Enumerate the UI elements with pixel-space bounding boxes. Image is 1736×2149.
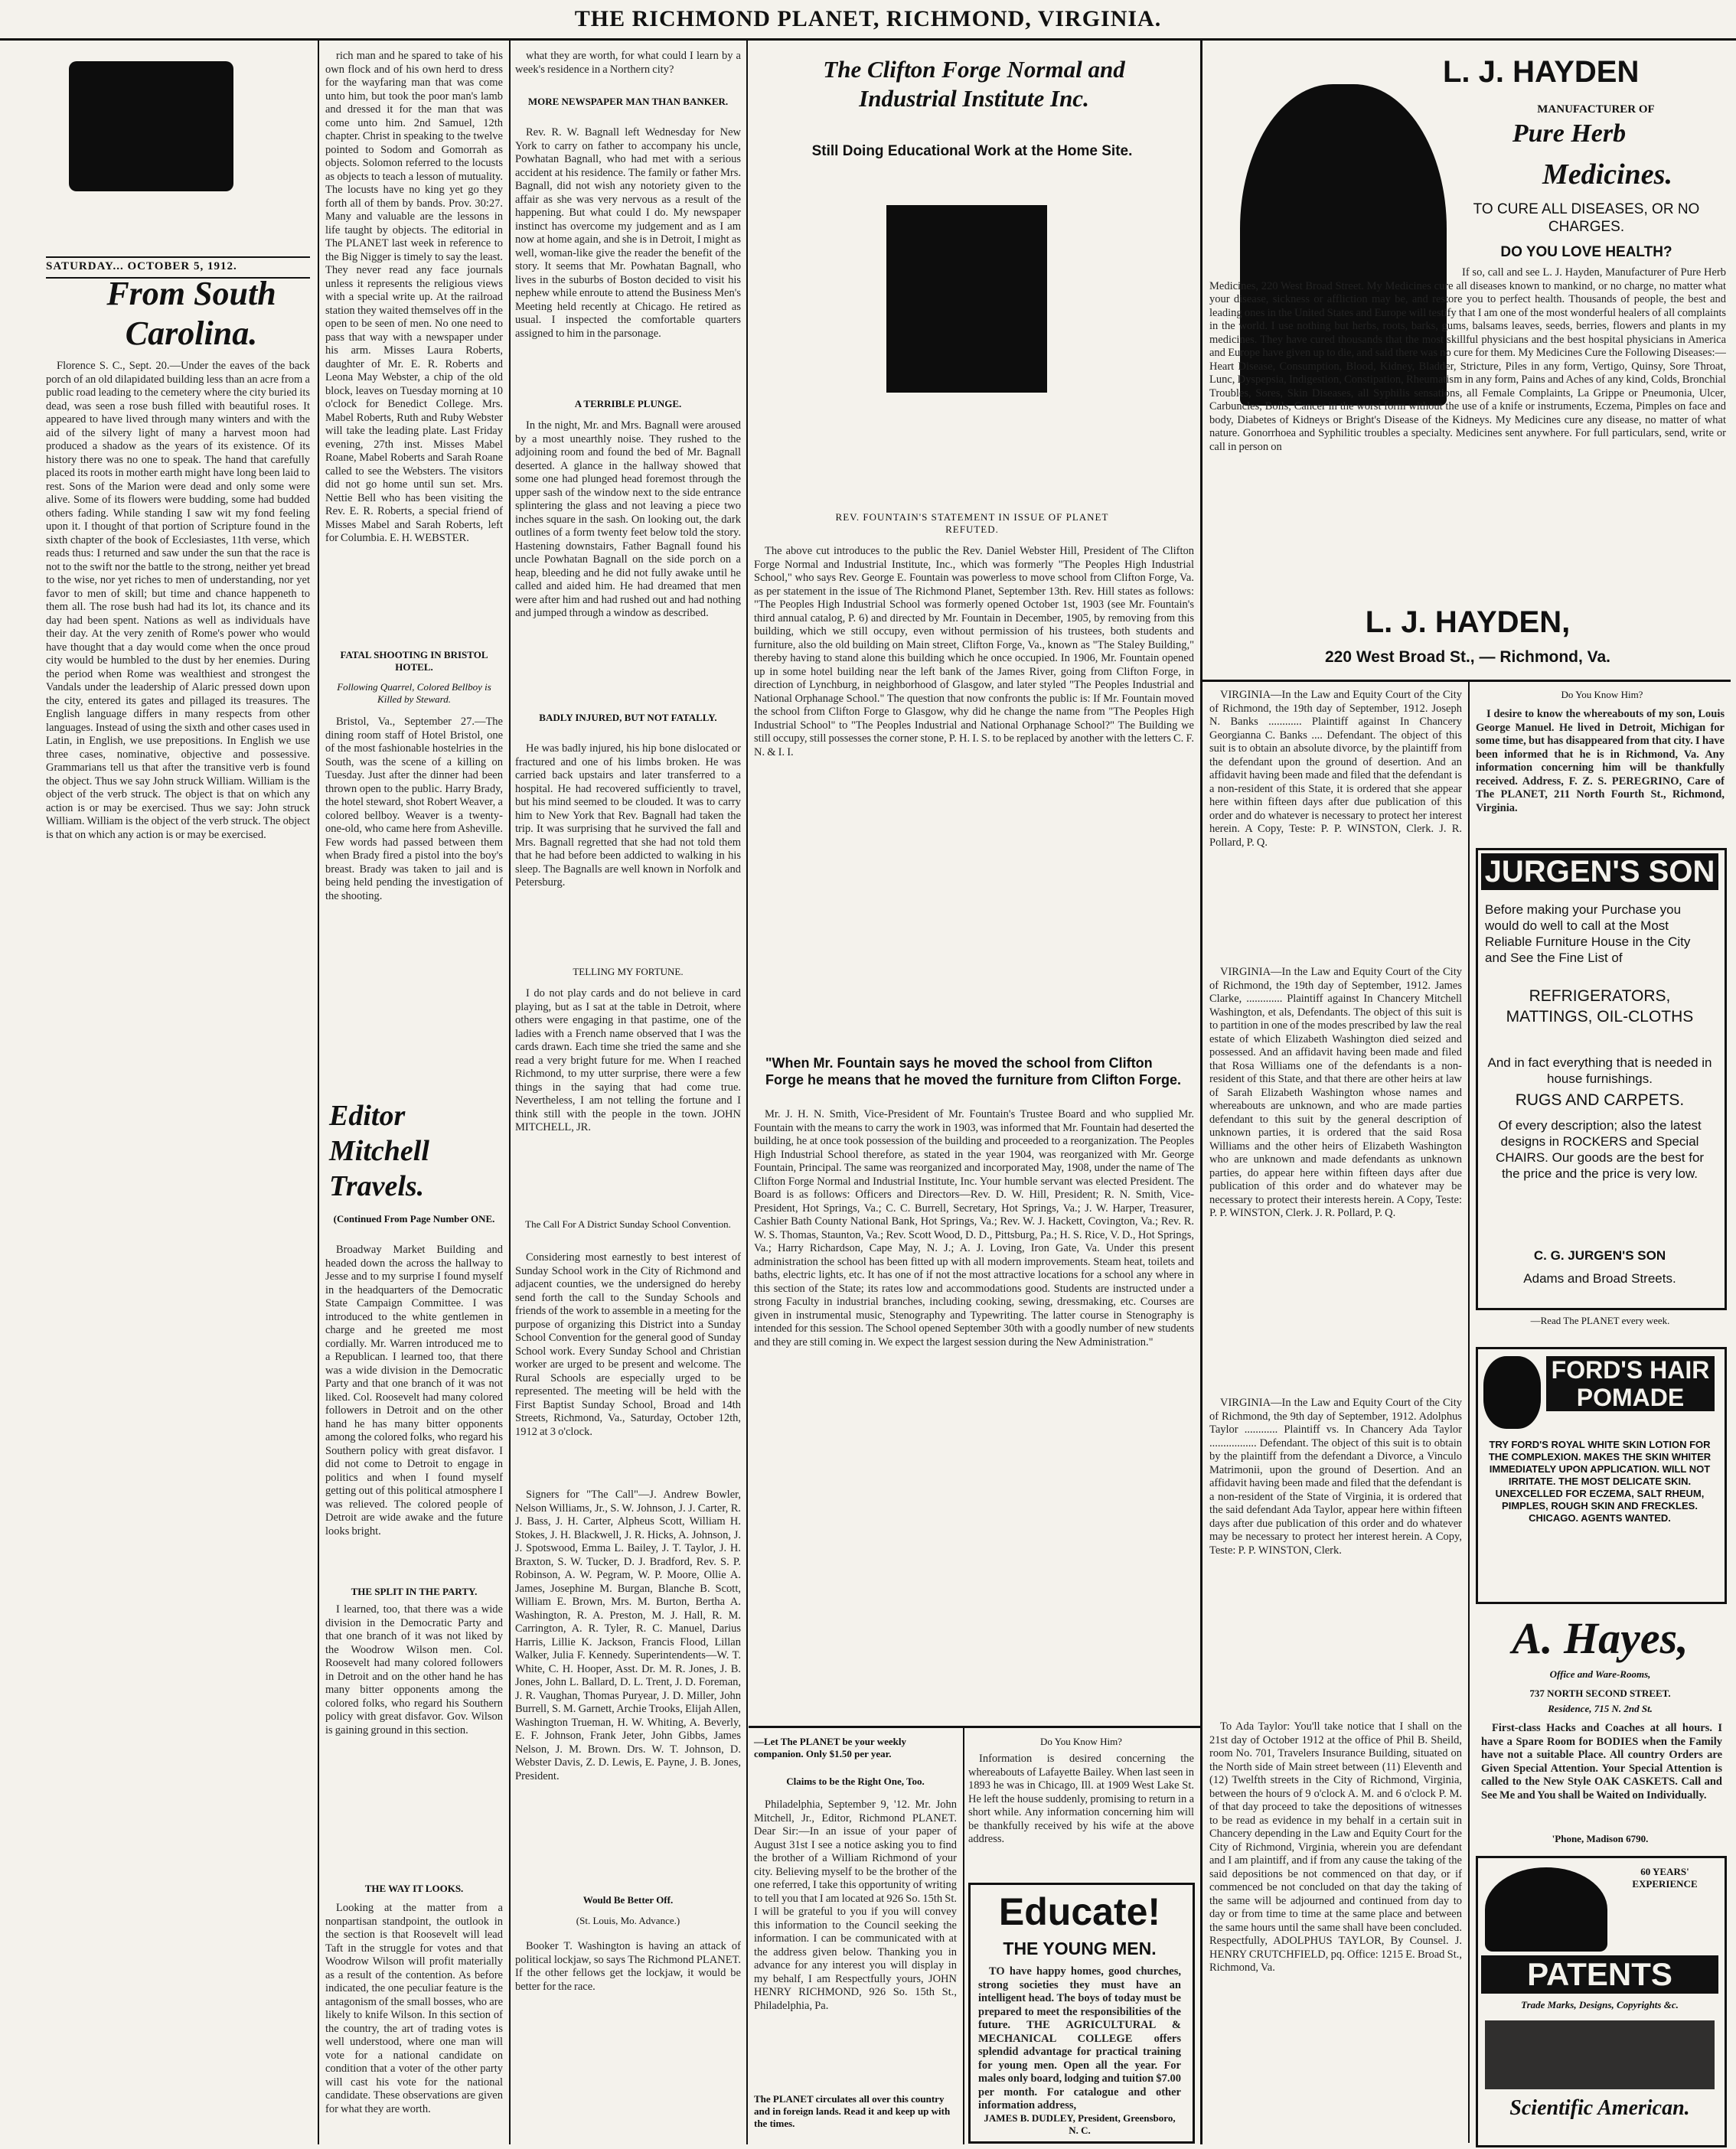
article-clifton-forge	[754, 545, 1194, 1050]
article-body: Rev. R. W. Bagnall left Wednesday for New York to carry on father to accompany his uncle, Powhatan Bagnall, who had met with a serious accident at his residence. The family or father Mrs. Bagnall, did not wish any notoriety given to the affair as she was very nervous as a result of the happening. But what could I do. My newspaper instinct has overcome my judgement and as I am now at home again, and she is in Detroit, I might as well, woman-like give the reader the benefit of the story. It seems that Mr. Powhatan Bagnall, who lives in the suburbs of Boston decided to visit his nephew while enroute to attend the Business Men's Meeting held recently at Chicago. He retired as usual. I inspected the comfortable quarters assigned to him in the parsonage.	[515, 126, 741, 340]
article-body: Mr. J. H. N. Smith, Vice-President of Mr. Fountain's Trustee Board and who supplied Mr. Fountain with the means to carry the work in 1903, was informed that Mr. Fountain had deserted the building, he at once took possession of the building and proceeded to a reorganization. The Peoples High Industrial School therefore, as stated in the year 1904, was reorganized with Mr. George Fountain, Principal. The same was reorganized and incorporated May, 1908, under the name of The Clifton Forge Normal and Industrial Institute, Inc. Your humble servant was elected President. The Board is as follows: Officers and Directors—Rev. D. W. Hill, President; R. N. Smith, Vice-President, Hot Springs, Va.; C. C. Burrell, Secretary, Hot Springs, Va.; J. W. Harper, Treasurer, Cashier Bath County National Bank, Hot Springs, Va.; Rev. W. J. Hackett, Covington, Va.; Rev. R. W. S. Thomas, Staunton, Va.; Rev. Scott Wood, D. D., Pittsburg, Pa.; H. S. Rice, V. D., Hot Springs, Va.; Harry Richardson, Cape May, N. J.; A. J. Loving, Iron Gate, Va. Under this present administration the school has been fitted up with all modern improvements. Steam heat, toilets and baths, electric lights, etc. It has one of if not the most attractive locations for a school any where in this section of the State; its rates low and accommodations good. Students are instructed under a strong Faculty in industrial branches, including cooking, sewing, dressmaking, etc. Courses are given in instrumental music, Stenography and Typewriting. The latter course in Stenography is intended for this session. The School opened September 30th with a goodly number of new students and they are still coming in. We expect the largest session during the New Administration."	[754, 1108, 1194, 1348]
article-south-carolina	[46, 360, 310, 2139]
patents-headline: PATENTS	[1481, 1955, 1718, 1994]
article-badly-injured	[515, 742, 741, 957]
hayes-residence: Residence, 715 N. 2nd St.	[1548, 1703, 1653, 1714]
headline-do-you-know-him: Do You Know Him?	[1040, 1736, 1122, 1747]
legal-notice-clarke	[1209, 966, 1462, 1379]
headline-newspaper-man: MORE NEWSPAPER MAN THAN BANKER.	[527, 96, 729, 107]
educate-heading: Educate!	[998, 1890, 1161, 1933]
hayes-headline: A. Hayes,	[1512, 1613, 1689, 1663]
fords-headline: FORD'S HAIR POMADE	[1546, 1356, 1715, 1411]
article-fatal-shooting	[325, 716, 503, 1075]
headline-terrible-plunge: A TERRIBLE PLUNGE.	[574, 398, 682, 409]
hayden-manufacturer: MANUFACTURER OF	[1537, 103, 1655, 116]
article-body: Booker T. Washington is having an attack of political lockjaw, so says The Richmond PLANET. If the other fellows get the lockjaw, it would be better for the race.	[515, 1940, 741, 1993]
article-body: Looking at the matter from a nonpartisan standpoint, the outlook in the section is that Roosevelt will lead Taft in the struggle for votes and that Woodrow Wilson will profit materially as a result of the contention. As before indicated, the one peculiar feature is the antagonism of the small bosses, who are likely to knife Wilson. In this section of the country, the art of trading votes is well understood, where one man will vote for a national candidate on condition that a voter of the other party will cast his vote for the national candidate. These observations are given for what they are worth.	[325, 1902, 503, 2115]
column-3-top	[515, 50, 741, 94]
hayes-address: 737 NORTH SECOND STREET.	[1529, 1688, 1671, 1699]
article-body: The above cut introduces to the public the Rev. Daniel Webster Hill, President of The Clifton Forge Normal and Industrial Institute, Inc., which was formerly "The Peoples High Industrial School," who says Rev. George E. Fountain was powerless to move school from Clifton Forge, Va. as per statement in the issue of The Richmond Planet, September 13th. Rev. Hill states as follows: "The Peoples High Industrial School was formerly opened October 1st, 1903 (see Mr. Fountain's third annual catalog, P. 6) and directed by Mr. Fountain in December, 1905, by removing from this building, which we still occupy, even without permission of his trustees, both students and furniture, also the old building on Main street, Clifton Forge, Va., known as "The Staley Building," thereby having to stand alone this building which he once occupied. In 1906, Mr. Fountain opened up in some hotel building near the left bank of the James River, going from Clifton Forge, in direction of Lynchburg, in neighborhood of Glasgow, and later styled "The Peoples Industrial and National Orphanage School." The question that now confronts the public is: If Mr. Fountain moved the school from Clifton Forge to Glasgow, why did he change the name from "The Peoples High Industrial School" to "The Peoples Industrial and National Orphanage School?" The Building we still occupy, still possesses the corner stone, P. H. I. S. to be replaced by another with the letters C. F. N. & I. I.	[754, 545, 1194, 758]
article-body: Information is desired concerning the whereabouts of Lafayette Bailey. When last seen in 1893 he was in Chicago, Ill. at 1909 West Lake St. He left the house suddenly, promising to return in a short while. Any information concerning him will be thankfully received by his wife at the above address.	[968, 1753, 1194, 1845]
article-body: Bristol, Va., September 27.—The dining room staff of Hotel Bristol, one of the most fashionable hostelries in the South, was the scene of a killing on Tuesday. Just after the dinner had been thrown open to the public. Harry Brady, the hotel steward, shot Robert Weaver, a colored bellboy. Weaver is a twenty-one-old, who came here from Asheville. Few words had passed between them when Brady fired a pistol into the boy's breast. Brady was taken to jail and is being held pending the investigation of the shooting.	[325, 716, 503, 902]
article-signers	[515, 1489, 741, 1867]
hayden-cure-all: TO CURE ALL DISEASES, OR NO CHARGES.	[1473, 201, 1700, 235]
article-body: Broadway Market Building and headed down the across the hallway to Jesse and to my surprise I found myself in the headquarters of the Democratic State Campaign Committee. I was introduced to the white gentlemen in charge and he greeted me most cordially. Mr. Warren introduced me to a Republican. I learned too, that there was a wide division in the Democratic Party and that one branch of it was not liked. Col. Roosevelt had many colored followers in Detroit and on the other hand he has many bitter opponents among the colored folks, who regard his Southern policy with great disfavor. I did not come to Detroit to engage in politics and when I found myself getting out of this political atmosphere I was relieved. The colored people of Detroit are wide awake and the future looks bright.	[325, 1244, 503, 1538]
planet-subscription-ad: —Let The PLANET be your weekly companion. Only $1.50 per year.	[754, 1736, 906, 1759]
headline-telling-fortune: TELLING MY FORTUNE.	[573, 966, 684, 977]
headline-clifton-forge-2: Industrial Institute Inc.	[859, 85, 1089, 112]
legal-notice-banks	[1209, 689, 1462, 960]
article-way-it-looks	[325, 1902, 503, 2143]
article-split-party	[325, 1603, 503, 1879]
legal-notice-deposition	[1209, 1720, 1462, 2145]
column-2-top	[325, 50, 503, 643]
jurgen-headline: JURGEN'S SON	[1481, 853, 1718, 890]
article-body: First-class Hacks and Coaches at all hours. I have a Spare Room for BODIES when the Family have not a suitable Place. All country Orders are Given Special Attention. Your Special Attention is called to the New Style OAK CASKETS. Call and See Me and You shall be Waited on Individually.	[1481, 1722, 1722, 1802]
headline-clifton-forge-1: The Clifton Forge Normal and	[823, 56, 1125, 83]
article-body: VIRGINIA—In the Law and Equity Court of the City of Richmond, the 19th day of September, 1912. Joseph N. Banks ............ Plaintiff against In Chancery Georgianna C. Banks .... Defendant. The object of this suit is to obtain an absolute divorce, by the plaintiff from the defendant upon the ground of desertion. And an affidavit having been made and filed that the defendant is a non-resident of this State, it is ordered that she appear here within fifteen days after due publication of this order and do whatever is necessary to protect her interest herein. A Copy, Teste: P. P. WINSTON, Clerk. J. R. Pollard, P. Q.	[1209, 689, 1462, 849]
article-editor-mitchell	[325, 1244, 503, 1580]
hayden-address: 220 West Broad St., — Richmond, Va.	[1324, 648, 1611, 666]
patents-fine-print	[1485, 2020, 1715, 2089]
article-body: In the night, Mr. and Mrs. Bagnall were aroused by a most unearthly noise. They rushed to the adjoining room and found the bed of Mr. Bagnall deserted. A glance in the hallway showed that some one had plunged head foremost through the upper sash of the window next to the side entrance splintering the glass and not leaving a piece two inches square in the sash. On looking out, the dark outlines of a form twenty feet below told the story. Hastening downstairs, Father Bagnall found his uncle Powhatan Bagnall on the side porch on a heap, bleeding and he did not fully awake until he called and aided him. He had dreamed that men were after him and had rushed out and had nothing and jumped through a window as described.	[515, 419, 741, 619]
portrait-photo	[886, 205, 1047, 393]
hayden-body	[1209, 266, 1726, 595]
article-body: Considering most earnestly to best interest of Sunday School work in the City of Richmond and adjacent counties, we the undersigned do hereby send forth the call to the Sunday Schools and friends of the work to assemble in a meeting for the purpose of organizing this District into a Sunday School Convention for the general good of Sunday School work. Every Sunday School and Christian worker are urged to be present and welcome. The Rural Schools are especially urged to be represented. The meeting will be held with the First Baptist Sunday School, Broad and 14th Streets, Richmond, Va., Saturday, October 12th, 1912 at 3 o'clock.	[515, 1251, 741, 1438]
article-telling-fortune	[515, 987, 741, 1209]
article-body: rich man and he spared to take of his own flock and of his own herd to dress for the wayfaring man that was come unto him, but took the poor man's lamb and dressed it for the man that was come unto him. 2nd Samuel, 12th chapter. Christ in speaking to the twelve pointed to Sodom and Gomorrah as objects. Solomon referred to the locusts as objects to teach a lesson of mutuality. The locusts have no king yet go they forth all of them by bands. Prov. 30:27. Many and valuable are the lessons in life taught by objects. The editorial in The PLANET last week in reference to the Big Nigger is timely to say the least. They never read any face journals unless it represents the religious views with a special write up. At the railroad station they waited themselves off in the open to be seen of men. No one need to pass that way with a newspaper under his arm. Misses Laura Roberts, daughter of Mr. E. R. Roberts and Leona May Webster, a chip of the old block, leaves on Tuesday morning at 10 o'clock for Benedict College. Mrs. Mabel Roberts, Ruth and Ruby Webster will take the leading plate. Last Friday evening, 27th inst. Misses Mabel Roane, Mabel Roberts and Sarah Roane called to see the Websters. The visitors did not go home until sun set. Mrs. Nettie Bell who has been visiting the Rev. E. R. Roberts, a special friend of Misses Mabel and Sarah Roberts, left for Columbia. E. H. WEBSTER.	[325, 50, 503, 544]
headline-way-it-looks: THE WAY IT LOOKS.	[364, 1883, 464, 1894]
headline-claims-right-one: Claims to be the Right One, Too.	[786, 1776, 925, 1787]
source-better-off: (St. Louis, Mo. Advance.)	[576, 1915, 680, 1926]
article-body: Signers for "The Call"—J. Andrew Bowler, Nelson Williams, Jr., S. W. Johnson, J. J. Carter, R. J. Bass, J. H. Carter, Alpheus Scott, William H. Stokes, J. H. Blackwell, J. R. Hicks, A. Johnson, J. J. Spotswood, Emma L. Bailey, J. T. Taylor, J. H. Braxton, S. W. Tucker, D. J. Bradford, Rev. S. P. Robinson, A. W. Pegram, W. P. Moore, Ollie A. James, Josephine M. Burgan, Blanche B. Scott, William E. Brown, Mrs. M. Burton, Bertha A. Washington, R. A. Preston, M. J. Hall, R. M. Carrington, A. R. Tyler, R. C. Manuel, Darius Harris, Lillie K. Jackson, Francis Flood, Lillan Walker, Julia F. Kennedy. Superintendents—W. T. White, C. H. Hooper, Asst. Dr. M. R. Jones, J. B. Jones, John L. Ballard, D. L. Trent, J. D. Foreman, J. R. Vaughan, Thomas Puryear, J. D. Miller, John Burrell, S. M. Garnett, Archie Trooks, Elijah Allen, Washington Trueman, H. W. Whiting, A. Beverly, E. F. Johnson, Frank Jeter, John Gibbs, James Nelson, J. M. Brown. Drs. W. T. Johnson, D. Webster Davis, Z. D. Lewis, E. Payne, J. B. Jones, President.	[515, 1489, 741, 1782]
jurgen-signature: C. G. JURGEN'S SON	[1533, 1248, 1666, 1263]
hayes-phone: 'Phone, Madison 6790.	[1552, 1833, 1649, 1844]
article-body: TO have happy homes, good churches, strong societies they must have an intelligent head. The boys of today must be prepared to meet the responsibilities of the future. THE AGRICULTURAL & MECHANICAL COLLEGE offers splendid advantage for practical training for young men. Open all the year. For males only board, lodging and tuition $7.00 per month. For catalogue and other information address,	[978, 1965, 1181, 2111]
scientific-american: Scientific American.	[1509, 2096, 1690, 2120]
planet-circulation-ad: The PLANET circulates all over this country and in foreign lands. Read it and keep up with the times.	[754, 2093, 951, 2129]
column-rule	[318, 40, 319, 2144]
article-body: I do not play cards and do not believe in card playing, but as I sat at the table in Detroit, where others were engaging in that pastime, one of the ladies with a French name observed that I was the cards drawn. Each time she tried the same and she read a very bright future for me. When I reached Richmond, to my utter surprise, there were a few things in the saying that had come true. Nevertheless, I am not telling the fortune and I think still with the people in the town. JOHN MITCHELL, JR.	[515, 987, 741, 1133]
subhead-clifton-forge: Still Doing Educational Work at the Home Site.	[811, 143, 1133, 159]
article-body: Florence S. C., Sept. 20.—Under the eaves of the back porch of an old dilapidated building less than an acre from a public road leading to the cemetery where the city buried its dead, was seen a rose bush filled with beautiful roses. It appeared to have lived through many winters and with the aid of the silvery light of many a harvest moon had produced a shadow as the years of its existence. Of its history there was no one to speak. The hand that carefully placed its roots in mother earth might have long been laid to rest. Sons of the Marion were dead and only some were alive. Some of its flowers were budding, some had budded others fading. While standing I saw wit my fond feeling upon it. I thought of that portion of Scripture found in the sixth chapter of the book of Ecclesiastes, 11th verse, which reads thus: I returned and saw under the sun that the race is not to the swift nor the battle to the strong, neither yet bread to the wise, nor yet riches to men of understanding, nor yet favor to men of skill; but time and chance happeneth to them all. The rose bush had had its lot, its chance and its day had been spent. Nations as well as individuals have their day. At the very zenith of Rome's power who would have thought that a day would come when the once proud city would be humbled to the dust by her enemies. During the period when Rome was wealthiest and strongest the Vandals under the leadership of Alaric pressed down upon the city, entered its gates and pillaged its treasures. The English language differs in many respects from other languages. Instead of using the sixth and other cases used in Latin, in English, we use prepositions. In English we use three cases, nominative, objective and possessive. Grammarians tell us that after the transitive verb is found the object. Thus we say John struck William. William is the object of the verb struck. The object is that on which any action is or may be exercised. Thus we say: John struck William. William is the object of the verb struck. The object is that on which any action is or may be exercised.	[46, 360, 310, 841]
article-newspaper-man	[515, 126, 741, 390]
hayden-headline: L. J. HAYDEN	[1443, 55, 1640, 89]
hayden-signature: L. J. HAYDEN,	[1365, 605, 1571, 639]
article-terrible-plunge	[515, 419, 741, 706]
educate-signature: JAMES B. DUDLEY, President, Greensboro, N. C.	[984, 2112, 1176, 2136]
headline-better-off: Would Be Better Off.	[582, 1894, 674, 1906]
subhead-fatal-shooting: Following Quarrel, Colored Bellboy is Killed by Steward.	[337, 681, 491, 705]
masthead: THE RICHMOND PLANET, RICHMOND, VIRGINIA.	[0, 0, 1736, 41]
article-body: TRY FORD'S ROYAL WHITE SKIN LOTION FOR THE COMPLEXION. MAKES THE SKIN WHITER IMMEDIATELY UPON APPLICATION. WILL NOT IRRITATE. THE MOST DELICATE SKIN. UNEXCELLED FOR ECZEMA, SALT RHEUM, PIMPLES, ROUGH SKIN AND FRECKLES. CHICAGO. AGENTS WANTED.	[1488, 1439, 1712, 1524]
hayden-pure-herb: Pure Herb	[1512, 119, 1627, 148]
headline-editor-mitchell: Editor Mitchell Travels.	[329, 1100, 429, 1202]
article-body: I learned, too, that there was a wide division in the Democratic Party and that one branch of it was not liked by the Woodrow Wilson men. Col. Roosevelt had many colored followers in Detroit and on the other hand he has many bitter opponents among the colored folks, who regard his Southern policy with great disfavor. Gov. Wilson is gaining ground in this section.	[325, 1603, 503, 1736]
young-men-heading: THE YOUNG MEN.	[1003, 1939, 1157, 1958]
fords-body	[1485, 1439, 1715, 1592]
jurgen-address: Adams and Broad Streets.	[1523, 1271, 1676, 1286]
article-body: VIRGINIA—In the Law and Equity Court of the City of Richmond, the 19th day of September, 1912. James Clarke, ............. Plaintiff against In Chancery Mitchell Washington, et als, Defendants. The object of this suit is to partition in one of the modes prescribed by law the real estate of which Elizabeth Washington died seized and possessed. And an affidavit having been made and filed that Rosa Williams one of the defendants is a non-resident of this State, and that there are other heirs at law of Sarah Elizabeth Washington whose names and whereabouts are unknown, and who are made parties defendant to this suit by the general description of unknown parties, it is ordered that the said Rosa Williams and the other heirs of Elizabeth Washington who are unknown and made defendants as unknown parties, do appear here within fifteen days after due publication of this order and do whatever may be necessary to protect their interests herein. A Copy, Teste: P. P. WINSTON, Clerk. J. R. Pollard, P. Q.	[1209, 966, 1462, 1219]
bold-quote: "When Mr. Fountain says he moved the school from Clifton Forge he means that he moved the furniture from Clifton Forge.	[765, 1055, 1182, 1088]
patents-subhead: Trade Marks, Designs, Copyrights &c.	[1521, 1999, 1679, 2010]
column-rule	[746, 40, 748, 2144]
jurgen-body-2: And in fact everything that is needed in house furnishings.	[1487, 1055, 1712, 1086]
article-body: To Ada Taylor: You'll take notice that I shall on the 21st day of October 1912 at the office of Phil B. Sheild, room No. 701, Travelers Insurance Building, situated on the North side of Main street between (11) Eleventh and (12) Twelfth streets in the City of Richmond, Virginia, between the hours of 9 o'clock A. M. and 6 o'clock P. M. of that day proceed to take the depositions of witnesses to be read as evidence in my behalf in a certain suit in Chancery depending in the Law and Equity Court for the City of Richmond, Virginia, wherein you are defendant and I am plaintiff, and if from any cause the taking of the said depositions be not commenced on that day, or if commenced be not concluded on that day the taking of the same will be adjourned and continued from day to day or from time to time at the same place and between the same hours until the same shall have been concluded. Respectfully, ADOLPHUS TAYLOR, By Counsel. J. HENRY CRUTCHFIELD, pq. Office: 1215 E. Broad St., Richmond, Va.	[1209, 1720, 1462, 1974]
article-do-you-know-him	[968, 1753, 1194, 1875]
headline-statement-refuted: REV. FOUNTAIN'S STATEMENT IN ISSUE OF PLANET REFUTED.	[835, 511, 1109, 535]
article-body: He was badly injured, his hip bone dislocated or fractured and one of his limbs broken. He was carried back upstairs and later transferred to a hospital. He had recovered sufficiently to travel, but his mind seemed to be clouded. It was to carry him to New York that Rev. Bagnall had taken the trip. It was surprising that he survived the fall and Mrs. Bagnall regretted that she had not told them that he had before been addicted to walking in his sleep. The Bagnalls are well known in Norfolk and Petersburg.	[515, 742, 741, 889]
article-body: I desire to know the whereabouts of my son, Louis George Manuel. He lived in Detroit, Michigan for some time, but has disappeared from that city. I have been informed that he is in Richmond, Va. Any information concerning him will be thankfully received. Address, F. Z. S. PEREGRINO, Care of The PLANET, 211 North Fourth St., Richmond, Virginia.	[1476, 708, 1725, 814]
headline-badly-injured: BADLY INJURED, BUT NOT FATALLY.	[539, 712, 717, 723]
headline-sunday-school: The Call For A District Sunday School Convention.	[525, 1218, 731, 1230]
column-rule	[1468, 682, 1470, 1317]
hayes-body	[1481, 1722, 1722, 1829]
jurgen-rugs: RUGS AND CARPETS.	[1515, 1091, 1685, 1109]
educate-body	[978, 1965, 1181, 2111]
fords-portrait	[1483, 1356, 1541, 1429]
jurgen-items: REFRIGERATORS, MATTINGS, OIL-CLOTHS	[1506, 987, 1694, 1026]
headline-south-carolina: From South Carolina.	[106, 275, 276, 352]
jurgen-body-1: Before making your Purchase you would do well to call at the Most Reliable Furniture House in the City and See the Fine List of	[1485, 902, 1691, 965]
hayden-medicines: Medicines.	[1542, 158, 1672, 191]
masthead-ink-blot	[69, 61, 233, 191]
jurgen-body-3: Of every description; also the latest designs in ROCKERS and Special CHAIRS. Our goods are the best for the price and the price is very low.	[1495, 1118, 1705, 1181]
column-rule	[963, 1728, 964, 2144]
headline-fatal-shooting: FATAL SHOOTING IN BRISTOL HOTEL.	[340, 649, 488, 673]
article-clifton-forge-cont	[754, 1108, 1194, 1714]
article-body: VIRGINIA—In the Law and Equity Court of the City of Richmond, the 9th day of September, 1912. Adolphus Taylor ............ Plaintiff vs. In Chancery Ada Taylor ................. Defendant. The object of this suit is to obtain by the plaintiff from the defendant a Divorce, a Vinculo Matrimonii, upon the ground of Desertion. And an affidavit having been made and filed that the defendant is a non-resident of the State of Virginia, it is ordered that the said defendant Ada Taylor, appear here within fifteen days after due publication of this order and do whatever may be necessary to protect her interest herein. A Copy, Teste: P. P. WINSTON, Clerk.	[1209, 1397, 1462, 1557]
legal-notice-taylor	[1209, 1397, 1462, 1714]
column-rule	[1200, 40, 1202, 2144]
article-claims-right-one	[754, 1798, 957, 2066]
patents-experience: 60 YEARS' EXPERIENCE	[1632, 1866, 1698, 1890]
patents-seal	[1485, 1867, 1607, 1952]
read-planet-note: —Read The PLANET every week.	[1530, 1315, 1670, 1326]
dateline: SATURDAY... OCTOBER 5, 1912.	[46, 260, 237, 272]
section-rule	[1202, 680, 1731, 682]
hayden-love-health: DO YOU LOVE HEALTH?	[1500, 244, 1672, 260]
article-do-you-know-him-2	[1476, 708, 1725, 842]
article-body: what they are worth, for what could I learn by a week's residence in a Northern city?	[515, 50, 741, 76]
article-body: Philadelphia, September 9, '12. Mr. John Mitchell, Jr., Editor, Richmond PLANET. Dear Sir:—In an issue of your paper of August 31st I see a notice asking you to find the brother of a William Richmond of your city. Believing myself to be the brother of the one referred, I take this opportunity of writing to tell you that I am located at 926 So. 15th St. I will be grateful to you if you will convey this information to the Council seeking the information. I can be communicated with at the address given below. Thanking you in advance for any interest you will display in my behalf, I am Respectfully yours, JOHN HENRY RICHMOND, 926 So. 15th St., Philadelphia, Pa.	[754, 1798, 957, 2012]
article-body: If so, call and see L. J. Hayden, Manufacturer of Pure Herb Medicines, 220 West Broad Street. My Medicines cure all diseases known to mankind, or no charge, no matter what your disease, sickness or affliction may be, and restore you to perfect health. Thousands of people, the best and leading ones in the United States and Europe will testify that I am one of the most wonderful healers of all complaints in the world. I use nothing but herbs, roots, barks, gums, balsams leaves, seeds, berries, flowers and plants in my medicines. They have cured thousands that the most skillful physicians and the best hospital physicians in America and Europe have given up to die, and said there was no cure for them. My Medicines Cure the Following Diseases:—Heart Disease, Consumption, Blood, Kidney, Bladder, Stricture, Piles in any form, Vertigo, Quinsy, Sore Throat, Lunc, Dyspepsia, Indigestion, Constipation, Rheumatism in any form, Pains and Aches of any kind, Colds, Bronchial Troubles, Sores, Skin Diseases, all Syphilis sensations, all Female Complaints, La Grippe or Pneumonia, Ulcer, Carbuncles, Boils, Cancer in the worst form without the use of a knife or instruments, Eczema, Pimples on face and body, Diabetes of Kidneys or Bright's Disease of the Kidneys. My Medicines cure any disease, no matter of what nature. Gonorrhoea and Syphilitic troubles a specialty. Medicines sent anywhere. For full particulars, send, write or call in person on	[1209, 266, 1726, 453]
dateline-rule	[46, 256, 310, 258]
article-better-off	[515, 1940, 741, 2143]
column-rule	[1468, 1316, 1470, 2143]
article-sunday-school	[515, 1251, 741, 1485]
hayes-subhead: Office and Ware-Rooms,	[1549, 1668, 1651, 1680]
column-rule	[509, 40, 511, 2144]
section-rule	[749, 1726, 1200, 1728]
headline-split-party: THE SPLIT IN THE PARTY.	[351, 1586, 478, 1597]
headline-do-you-know-him-2: Do You Know Him?	[1561, 689, 1643, 700]
continued-note: (Continued From Page Number ONE.	[333, 1213, 495, 1225]
